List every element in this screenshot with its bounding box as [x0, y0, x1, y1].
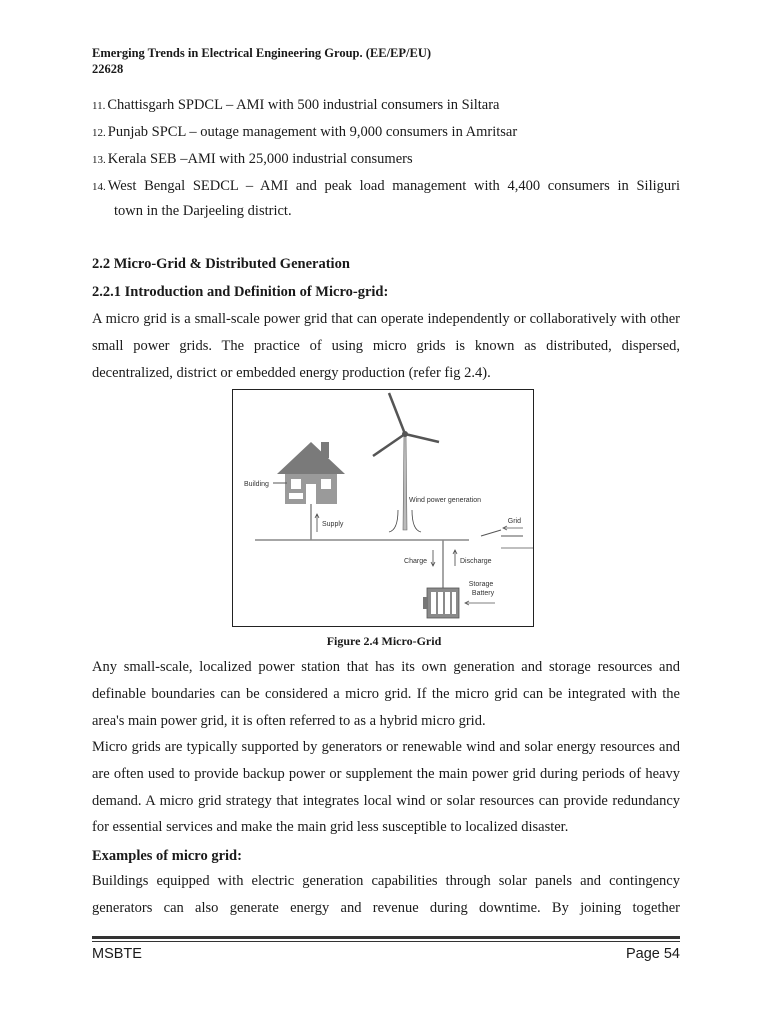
wind-label: Wind power generation [409, 497, 481, 504]
storage-battery-icon [423, 588, 459, 618]
list-text: Punjab SPCL – outage management with 9,000 consumers in Amritsar [107, 124, 518, 140]
section-heading: 2.2 Micro-Grid & Distributed Generation [92, 256, 350, 272]
charge-label: Charge [404, 558, 427, 565]
list-text: Chattisgarh SPDCL – AMI with 500 industrial consumers in Siltara [107, 97, 500, 113]
list-item [92, 92, 680, 120]
page-number: Page 54 [625, 946, 680, 962]
list-item-continuation: town in the Darjeeling district. [114, 203, 292, 219]
list-number: 11. [92, 100, 106, 112]
micro-grid-figure [232, 389, 534, 627]
paragraph-text: Micro grids are typically supported by generators or renewable wind and solar energy resources and are often used to provide backup power or supplement the main power grid during periods of heavy demand. A micro grid strategy that integrates local wind or solar resources can provide redundancy for essential services and make the main grid less susceptible to localized disaster. [92, 739, 680, 836]
footer-left: MSBTE [92, 946, 142, 962]
examples-heading: Examples of micro grid: [92, 848, 242, 864]
storage-label-line2: Battery [471, 590, 495, 597]
list-text: Kerala SEB –AMI with 25,000 industrial consumers [107, 151, 413, 167]
subsection-heading: 2.2.1 Introduction and Definition of Micro-grid: [92, 284, 389, 300]
list-item [92, 119, 680, 147]
body-paragraph-2 [92, 734, 680, 841]
list-number: 12. [92, 127, 106, 139]
building-icon [277, 442, 345, 504]
document-header-code: 22628 [92, 62, 124, 76]
list-number: 14. [92, 181, 106, 193]
turbine-flow-left [389, 510, 398, 532]
list-item [92, 173, 680, 201]
list-number: 13. [92, 154, 106, 166]
grid-switch [481, 530, 501, 536]
figure-caption: Figure 2.4 Micro-Grid [326, 634, 442, 648]
list-item [92, 146, 680, 174]
body-paragraph-1 [92, 654, 680, 734]
intro-text: A micro grid is a small-scale power grid that can operate independently or collaboratively with other small power grids. The practice of using micro grids is known as distributed, dispersed, decentralized, district or embedded energy production (refer fig 2.4). [92, 311, 680, 381]
list-text: West Bengal SEDCL – AMI and peak load management with 4,400 consumers in Siliguri [107, 178, 680, 194]
micro-grid-diagram [233, 390, 533, 626]
wind-turbine-icon [373, 393, 439, 530]
footer-rule-thin [92, 941, 680, 942]
grid-label: Grid [507, 518, 521, 525]
discharge-label: Discharge [460, 558, 492, 565]
footer-rule [92, 936, 680, 939]
paragraph-text: Buildings equipped with electric generation capabilities through solar panels and contingency generators can also generate energy and revenue during downtime. By joining together [92, 873, 680, 916]
intro-paragraph [92, 306, 680, 386]
storage-label-line1: Storage [468, 581, 494, 588]
document-header-title: Emerging Trends in Electrical Engineering Group. (EE/EP/EU) [92, 46, 432, 60]
paragraph-text: Any small-scale, localized power station that has its own generation and storage resources and definable boundaries can be considered a micro grid. If the micro grid can be integrated with the area's main power grid, it is often referred to as a hybrid micro grid. [92, 659, 680, 729]
building-label: Building [244, 481, 269, 488]
body-paragraph-3 [92, 868, 680, 922]
turbine-flow-right [412, 510, 421, 532]
supply-label: Supply [322, 521, 344, 528]
